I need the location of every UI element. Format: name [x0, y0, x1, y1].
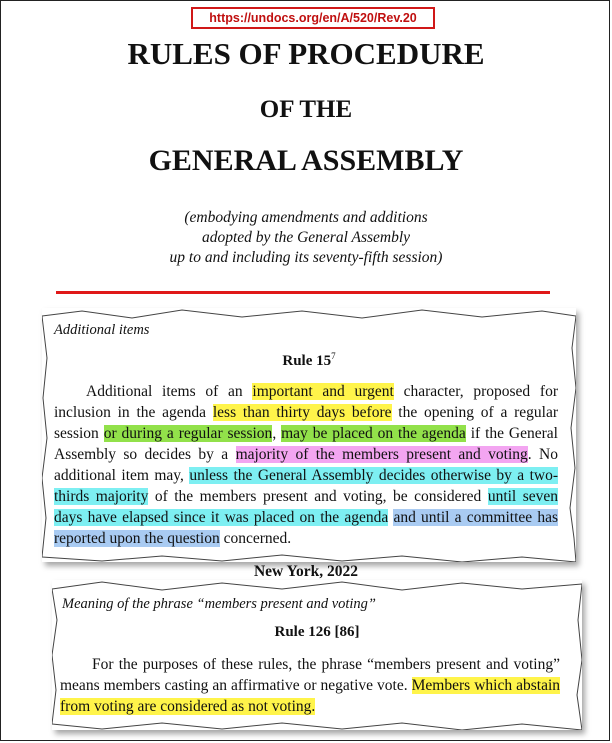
highlight-yellow: Members which abstain from voting are considered as not voting.	[60, 677, 560, 715]
highlight-magenta: majority of the members present and voting	[235, 446, 528, 463]
highlight-cyan: until seven days have elapsed since it was placed on the agenda	[54, 488, 559, 526]
subtitle-line: up to and including its seventy-fifth session)	[169, 249, 443, 266]
text-segment: ,	[272, 425, 282, 442]
text-segment: . No additional item may,	[54, 446, 558, 484]
text-segment: the opening of a regular session	[54, 404, 558, 442]
text-segment: character, proposed for inclusion in the agenda	[54, 383, 558, 421]
text-segment: of the members present and voting, be considered	[148, 488, 488, 505]
section-heading: Meaning of the phrase “members present and voting”	[62, 596, 377, 612]
footnote-marker: 7	[331, 351, 336, 361]
highlight-green: may be placed on the agenda	[281, 425, 466, 442]
rule-15-excerpt	[42, 308, 576, 562]
text-segment: concerned.	[219, 530, 292, 547]
highlight-blue: and until a committee has reported upon the question	[54, 509, 559, 547]
text-segment: if the General Assembly so decides by a	[54, 425, 558, 463]
source-url-link[interactable]: https://undocs.org/en/A/520/Rev.20	[191, 7, 435, 29]
rule-text	[54, 381, 558, 549]
rule-126-excerpt	[52, 580, 582, 730]
divider-line	[56, 291, 550, 294]
document-subtitle	[0, 208, 612, 268]
rule-number	[42, 351, 576, 370]
rule-text	[60, 654, 560, 717]
document-title-line-1: RULES OF PROCEDURE	[127, 36, 485, 71]
publication-location: New York, 2022	[253, 563, 359, 580]
text-segment: For the purposes of these rules, the phrase “members present and voting” means members casting an affirmative or negative vote.	[60, 656, 560, 694]
subtitle-line: adopted by the General Assembly	[201, 229, 411, 246]
subtitle-line: (embodying amendments and additions	[184, 209, 428, 226]
rule-number: Rule 126 [86]	[274, 624, 360, 640]
highlight-cyan: unless the General Assembly decides otherwise by a two-thirds majority	[54, 467, 558, 505]
text-segment: Additional items of an	[86, 383, 253, 400]
section-heading: Additional items	[54, 322, 150, 338]
highlight-green: or during a regular session	[103, 425, 273, 442]
document-title-line-2: OF THE	[259, 96, 353, 123]
document-title-line-3: GENERAL ASSEMBLY	[148, 144, 464, 177]
highlight-yellow: important and urgent	[252, 383, 394, 400]
rule-label: Rule 15	[282, 353, 332, 369]
highlight-yellow: less than thirty days before	[212, 404, 392, 421]
